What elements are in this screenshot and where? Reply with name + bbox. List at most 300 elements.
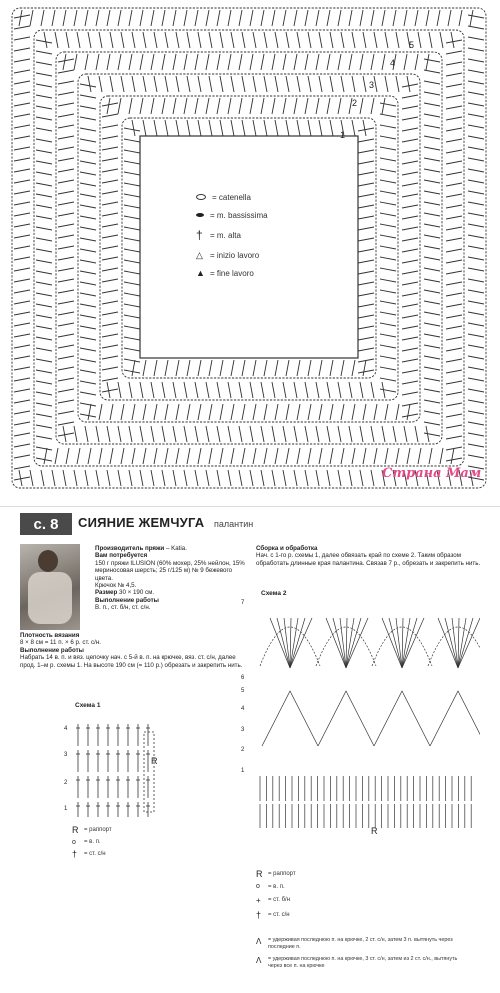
stitch-mark	[102, 367, 118, 370]
stitch-mark	[124, 249, 140, 252]
stitch-mark	[124, 260, 140, 263]
stitch-mark	[385, 404, 388, 420]
legend-text: = удерживая последнюю п. на крючке, 2 ст. с/н, затем 3 п. вытянуть через последние п.	[268, 937, 453, 950]
stitch-mark	[360, 382, 363, 398]
stitch-mark	[14, 378, 30, 381]
schema2-row-2: 2	[241, 747, 245, 753]
stitch-mark	[407, 448, 410, 464]
stitch-mark	[380, 114, 396, 117]
stitch-mark	[424, 114, 440, 117]
stitch-mark	[349, 54, 352, 70]
stitch-mark	[58, 433, 74, 436]
stitch-mark	[63, 54, 66, 70]
stitch-mark	[424, 422, 440, 425]
stitch-mark	[253, 448, 256, 464]
stitch-mark	[36, 249, 52, 252]
stitch-mark	[316, 54, 319, 70]
stitch-mark	[14, 158, 30, 161]
stitch-mark	[294, 10, 297, 26]
stitch-mark	[468, 400, 484, 403]
stitch-mark	[396, 76, 399, 92]
stitch-mark	[250, 470, 253, 486]
stitch-mark	[468, 246, 484, 249]
stitch-mark	[283, 470, 286, 486]
stitch-mark	[129, 382, 132, 398]
stitch-mark	[220, 32, 223, 48]
stitch-mark	[272, 382, 275, 398]
stitch-mark	[297, 120, 300, 136]
stitch-mark	[468, 345, 484, 348]
stitch-mark	[14, 59, 30, 62]
spec-value: В. п., ст. б/н, ст. с/н.	[95, 604, 151, 612]
legend-text: = ст. с/н	[268, 912, 290, 918]
stitch-mark	[99, 76, 102, 92]
schema1-title: Схема 1	[75, 702, 101, 709]
stitch-mark	[132, 404, 135, 420]
stitch-mark	[36, 205, 52, 208]
stitch-mark	[231, 32, 234, 48]
watermark-logo: Страна Мам	[382, 466, 482, 481]
chain-oval-icon	[196, 194, 206, 200]
schema1-row-1: 1	[64, 806, 68, 812]
stitch-mark	[55, 32, 58, 48]
stitch-mark	[187, 120, 190, 136]
stitch-mark	[206, 54, 209, 70]
stitch-mark	[468, 59, 484, 62]
stitch-mark	[58, 147, 74, 150]
stitch-mark	[264, 360, 267, 376]
stitch-mark	[253, 360, 256, 376]
stitch-mark	[198, 448, 201, 464]
stitch-mark	[173, 382, 176, 398]
stitch-mark	[80, 161, 96, 164]
stitch-mark	[360, 54, 363, 70]
spec-value: Крючок № 4,5.	[95, 582, 137, 590]
stitch-mark	[305, 54, 308, 70]
stitch-mark	[80, 315, 96, 318]
cluster2-symbol: Λ	[256, 937, 262, 946]
stitch-mark	[341, 404, 344, 420]
stitch-mark	[446, 359, 462, 362]
stitch-mark	[446, 216, 462, 219]
stitch-mark	[283, 98, 286, 114]
stitch-mark	[402, 381, 418, 384]
stitch-mark	[305, 470, 308, 486]
stitch-mark	[446, 260, 462, 263]
stitch-mark	[228, 470, 231, 486]
stitch-mark	[96, 54, 99, 70]
stitch-mark	[316, 98, 319, 114]
stitch-mark	[424, 323, 440, 326]
stitch-mark	[220, 360, 223, 376]
stitch-mark	[30, 10, 33, 26]
stitch-mark	[102, 389, 118, 392]
stitch-mark	[124, 271, 140, 274]
stitch-mark	[380, 268, 396, 271]
stitch-mark	[184, 98, 187, 114]
stitch-mark	[14, 213, 30, 216]
stitch-mark	[217, 426, 220, 442]
stitch-mark	[446, 249, 462, 252]
stitch-mark	[132, 32, 135, 48]
stitch-mark	[36, 337, 52, 340]
stitch-mark	[162, 382, 165, 398]
stitch-mark	[407, 404, 410, 420]
stitch-mark	[41, 10, 44, 26]
stitch-mark	[58, 169, 74, 172]
stitch-mark	[195, 98, 198, 114]
spec-label: Производитель пряжи	[95, 545, 165, 552]
stitch-mark	[283, 10, 286, 26]
stitch-mark	[209, 120, 212, 136]
stitch-mark	[468, 169, 484, 172]
stitch-mark	[396, 32, 399, 48]
fan-stitch	[458, 618, 480, 668]
legend-text: = ст. б/н	[268, 897, 291, 903]
stitch-mark	[124, 238, 140, 241]
stitch-mark	[341, 32, 344, 48]
stitch-mark	[140, 54, 143, 70]
stitch-mark	[198, 32, 201, 48]
exec-text: Набрать 14 в. п. и вяз. цепочку нач. с 5-й в. п. на крючке, вяз. ст. с/н, далее прод. 1–м р. схемы 1. На высоте 190 см (= 110 р.) обрезать и закрепить нить.	[20, 654, 243, 669]
stitch-mark	[102, 279, 118, 282]
stitch-mark	[239, 98, 242, 114]
fan-stitch	[458, 618, 473, 668]
stitch-mark	[14, 422, 30, 425]
stitch-mark	[121, 404, 124, 420]
stitch-mark	[424, 290, 440, 293]
stitch-mark	[424, 180, 440, 183]
stitch-mark	[36, 238, 52, 241]
stitch-mark	[102, 158, 118, 161]
stitch-mark	[118, 470, 121, 486]
stitch-mark	[319, 76, 322, 92]
stitch-mark	[66, 448, 69, 464]
stitch-mark	[308, 32, 311, 48]
stitch-mark	[198, 360, 201, 376]
stitch-mark	[102, 180, 118, 183]
stitch-mark	[102, 147, 118, 150]
stitch-mark	[176, 32, 179, 48]
stitch-mark	[165, 448, 168, 464]
stitch-mark	[151, 10, 154, 26]
stitch-mark	[99, 32, 102, 48]
stitch-mark	[402, 326, 418, 329]
stitch-mark	[272, 98, 275, 114]
stitch-mark	[341, 360, 344, 376]
stitch-mark	[402, 227, 418, 230]
stitch-mark	[14, 257, 30, 260]
stitch-mark	[424, 367, 440, 370]
stitch-mark	[228, 10, 231, 26]
stitch-mark	[36, 359, 52, 362]
stitch-mark	[402, 348, 418, 351]
stitch-mark	[58, 422, 74, 425]
model-photo	[20, 544, 80, 630]
stitch-mark	[80, 392, 96, 395]
stitch-mark	[446, 271, 462, 274]
stitch-mark	[358, 172, 374, 175]
stitch-mark	[371, 98, 374, 114]
stitch-mark	[154, 448, 157, 464]
stitch-mark	[349, 470, 352, 486]
stitch-mark	[239, 10, 242, 26]
stitch-mark	[468, 92, 484, 95]
stitch-mark	[80, 403, 96, 406]
stitch-mark	[58, 92, 74, 95]
stitch-mark	[319, 404, 322, 420]
stitch-mark	[129, 470, 132, 486]
stitch-mark	[209, 76, 212, 92]
stitch-mark	[380, 180, 396, 183]
stitch-mark	[446, 84, 462, 87]
stitch-mark	[468, 180, 484, 183]
stitch-mark	[459, 10, 462, 26]
stitch-mark	[132, 448, 135, 464]
stitch-mark	[446, 51, 462, 54]
stitch-mark	[36, 227, 52, 230]
fan-stitch	[290, 618, 312, 668]
stitch-mark	[198, 76, 201, 92]
stitch-mark	[316, 10, 319, 26]
stitch-mark	[330, 448, 333, 464]
stitch-mark	[358, 282, 374, 285]
stitch-mark	[424, 246, 440, 249]
stitch-mark	[220, 404, 223, 420]
stitch-mark	[58, 202, 74, 205]
stitch-mark	[80, 271, 96, 274]
stitch-mark	[121, 76, 124, 92]
stitch-mark	[338, 10, 341, 26]
stitch-mark	[220, 448, 223, 464]
stitch-mark	[358, 315, 374, 318]
stitch-mark	[118, 54, 121, 70]
stitch-mark	[327, 98, 330, 114]
legend-label: = m. alta	[210, 230, 241, 240]
end-triangle-filled-icon: ▲	[196, 268, 205, 278]
stitch-mark	[272, 54, 275, 70]
stitch-mark	[36, 370, 52, 373]
stitch-mark	[80, 348, 96, 351]
round-number-1: 1	[340, 130, 346, 140]
stitch-mark	[80, 359, 96, 362]
stitch-mark	[352, 76, 355, 92]
stitch-mark	[402, 260, 418, 263]
density-text: 8 × 8 см = 11 п. × 6 р. ст. с/н.	[20, 639, 101, 647]
stitch-mark	[195, 426, 198, 442]
stitch-mark	[80, 337, 96, 340]
stitch-mark	[402, 392, 418, 395]
stitch-mark	[308, 448, 311, 464]
stitch-mark	[468, 312, 484, 315]
stitch-mark	[184, 382, 187, 398]
stitch-mark	[80, 95, 96, 98]
stitch-mark	[451, 32, 454, 48]
stitch-mark	[107, 10, 110, 26]
stitch-mark	[107, 98, 110, 114]
stitch-mark	[402, 161, 418, 164]
fan-stitch	[346, 618, 361, 668]
stitch-mark	[446, 282, 462, 285]
stitch-mark	[14, 411, 30, 414]
stitch-mark	[446, 172, 462, 175]
stitch-mark	[341, 76, 344, 92]
stitch-mark	[173, 54, 176, 70]
stitch-mark	[58, 323, 74, 326]
stitch-mark	[80, 183, 96, 186]
fan-stitch	[402, 618, 417, 668]
stitch-mark	[371, 470, 374, 486]
stitch-mark	[446, 183, 462, 186]
stitch-mark	[36, 315, 52, 318]
stitch-mark	[107, 54, 110, 70]
stitch-mark	[52, 470, 55, 486]
stitch-mark	[446, 326, 462, 329]
stitch-mark	[380, 191, 396, 194]
stitch-mark	[187, 76, 190, 92]
stitch-mark	[173, 426, 176, 442]
model-silhouette	[38, 550, 58, 572]
stitch-mark	[162, 426, 165, 442]
stitch-mark	[358, 161, 374, 164]
stitch-mark	[58, 224, 74, 227]
stitch-mark	[286, 404, 289, 420]
stitch-mark	[468, 48, 484, 51]
stitch-mark	[446, 403, 462, 406]
stitch-mark	[319, 448, 322, 464]
stitch-mark	[424, 224, 440, 227]
round-number-3: 3	[369, 80, 375, 90]
stitch-mark	[424, 213, 440, 216]
stitch-mark	[14, 466, 30, 469]
stitch-mark	[14, 191, 30, 194]
stitch-mark	[195, 382, 198, 398]
stitch-mark	[14, 37, 30, 40]
stitch-mark	[154, 360, 157, 376]
stitch-mark	[446, 62, 462, 65]
stitch-mark	[198, 404, 201, 420]
stitch-mark	[217, 470, 220, 486]
stitch-mark	[424, 279, 440, 282]
stitch-mark	[415, 426, 418, 442]
schema2-row-6: 6	[241, 675, 245, 681]
stitch-mark	[358, 139, 374, 142]
stitch-mark	[297, 32, 300, 48]
stitch-mark	[88, 448, 91, 464]
stitch-mark	[14, 202, 30, 205]
stitch-mark	[80, 227, 96, 230]
stitch-mark	[402, 139, 418, 142]
stitch-mark	[446, 293, 462, 296]
stitch-mark	[446, 106, 462, 109]
stitch-mark	[107, 470, 110, 486]
legend-label: = catenella	[212, 192, 251, 202]
stitch-mark	[58, 411, 74, 414]
cluster3-symbol: Λ	[256, 956, 262, 966]
stitch-mark	[424, 147, 440, 150]
stitch-mark	[297, 448, 300, 464]
stitch-mark	[80, 304, 96, 307]
stitch-mark	[402, 150, 418, 153]
stitch-mark	[209, 360, 212, 376]
stitch-mark	[220, 120, 223, 136]
stitch-mark	[424, 125, 440, 128]
stitch-mark	[468, 301, 484, 304]
schema1-row-4: 4	[64, 726, 68, 732]
stitch-mark	[363, 32, 366, 48]
stitch-mark	[468, 70, 484, 73]
stitch-mark	[440, 448, 443, 464]
stitch-mark	[349, 382, 352, 398]
stitch-mark	[184, 54, 187, 70]
schema2-row-5: 5	[241, 688, 245, 694]
stitch-mark	[402, 271, 418, 274]
stitch-mark	[253, 76, 256, 92]
stitch-mark	[36, 40, 52, 43]
stitch-mark	[250, 54, 253, 70]
assembly-text: Нач. с 1-го р. схемы 1, далее обвязать край по схеме 2. Таким образом обработать длинные края палантина. Связав 7 р., обрезать и закрепить нить.	[256, 552, 481, 567]
stitch-mark	[424, 301, 440, 304]
stitch-mark	[77, 32, 80, 48]
fan-stitch	[445, 618, 458, 668]
stitch-mark	[286, 32, 289, 48]
stitch-mark	[88, 404, 91, 420]
stitch-mark	[80, 194, 96, 197]
stitch-mark	[294, 470, 297, 486]
stitch-mark	[80, 117, 96, 120]
stitch-mark	[80, 249, 96, 252]
stitch-mark	[424, 334, 440, 337]
stitch-mark	[272, 470, 275, 486]
stitch-mark	[74, 470, 77, 486]
stitch-mark	[349, 10, 352, 26]
stitch-mark	[261, 54, 264, 70]
stitch-mark	[404, 426, 407, 442]
stitch-mark	[380, 345, 396, 348]
stitch-mark	[358, 150, 374, 153]
legend-text: = ст. с/н	[84, 851, 106, 857]
stitch-mark	[446, 139, 462, 142]
stitch-mark	[58, 158, 74, 161]
stitch-mark	[55, 448, 58, 464]
stitch-mark	[124, 326, 140, 329]
stitch-mark	[36, 447, 52, 450]
stitch-mark	[151, 98, 154, 114]
stitch-mark	[121, 448, 124, 464]
stitch-mark	[74, 54, 77, 70]
stitch-mark	[99, 404, 102, 420]
stitch-mark	[187, 404, 190, 420]
stitch-mark	[143, 76, 146, 92]
stitch-mark	[393, 426, 396, 442]
schema2-title: Схема 2	[261, 590, 287, 597]
stitch-mark	[294, 54, 297, 70]
stitch-mark	[371, 426, 374, 442]
stitch-mark	[58, 81, 74, 84]
stitch-mark	[102, 213, 118, 216]
fan-stitch	[346, 618, 368, 668]
stitch-mark	[132, 120, 135, 136]
stitch-mark	[140, 470, 143, 486]
stitch-mark	[327, 426, 330, 442]
stitch-mark	[358, 370, 374, 373]
stitch-mark	[451, 448, 454, 464]
stitch-mark	[124, 293, 140, 296]
stitch-mark	[102, 356, 118, 359]
stitch-mark	[294, 426, 297, 442]
stitch-mark	[30, 470, 33, 486]
stitch-mark	[358, 326, 374, 329]
